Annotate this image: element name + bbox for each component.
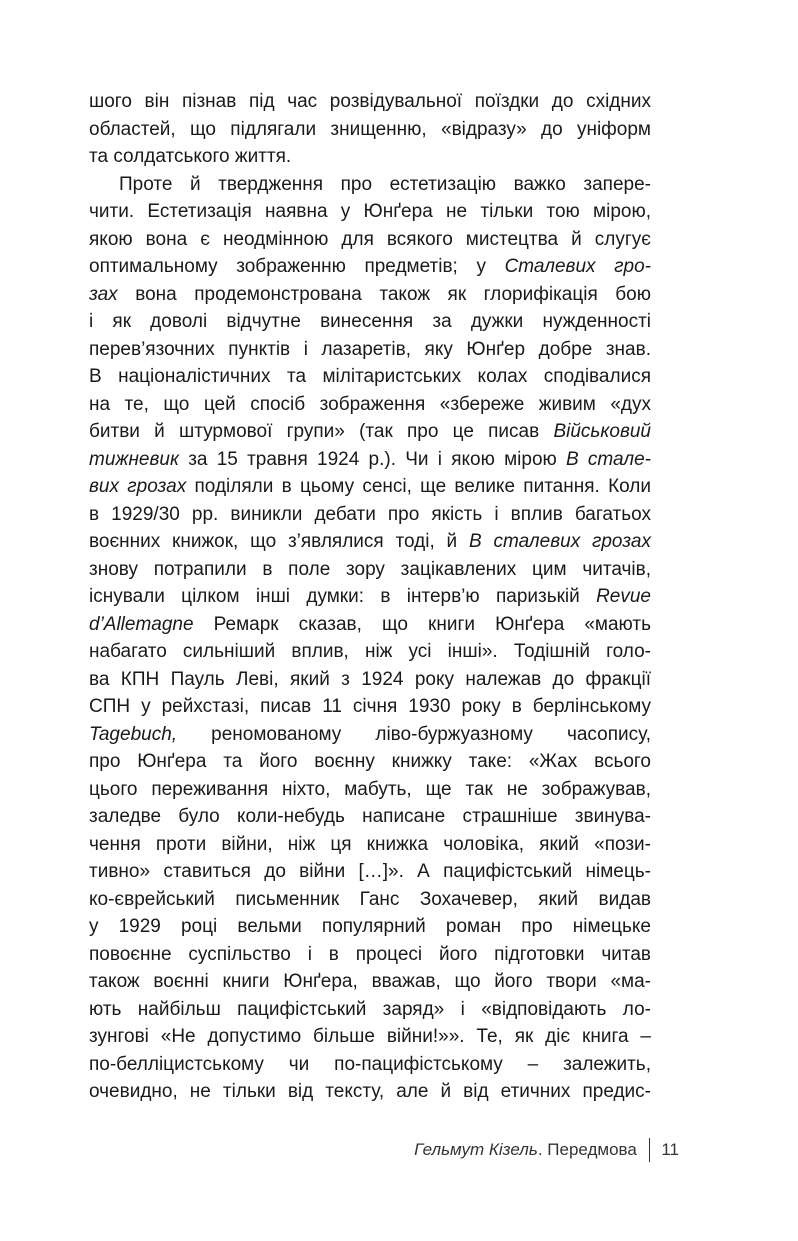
text-line [89, 308, 651, 336]
book-title-italic: В сталевих грозах [468, 531, 651, 552]
text-run: ють найбільш пацифістський заряд» і «відповідають ло- [89, 998, 651, 1020]
text-line [89, 886, 651, 914]
book-title-italic: В стале- [566, 448, 651, 470]
periodical-title-italic: d’Allemagne [89, 613, 194, 635]
periodical-title-italic: Tagebuch, [89, 723, 178, 745]
footer-divider [649, 1138, 651, 1162]
text-run: зунгові «Не допустимо більше війни!»». Те, як діє книга – [89, 1026, 651, 1047]
text-line [89, 88, 651, 116]
text-line [89, 198, 651, 226]
text-run: Ремарк сказав, що книги Юнґера «мають [193, 613, 651, 635]
text-run: за 15 травня 1924 р.). Чи і якою мірою [178, 448, 566, 470]
text-line [89, 1023, 651, 1051]
text-run: по-белліцистському чи по-пацифістському – залежить, [89, 1053, 651, 1075]
paragraph-first-line [89, 171, 651, 199]
periodical-title-italic: тижневик [89, 448, 179, 470]
body-text [89, 88, 651, 1106]
text-run: перев’язочних пунктів і лазаретів, яку Юнґер добре знав. [89, 338, 651, 360]
text-line [89, 446, 651, 474]
text-run: повоєнне суспільство і в процесі його підготовки читав [89, 943, 651, 965]
text-line [89, 336, 651, 364]
text-line [89, 1078, 651, 1106]
text-line [89, 831, 651, 859]
text-run: про Юнґера та його воєнну книжку таке: «Жах всього [89, 751, 651, 772]
text-run: вона продемонстрована також як глорифікація бою [117, 283, 651, 305]
text-run: битви й штурмової групи» (так про це писав [89, 421, 554, 442]
footer-section: . Передмова [537, 1140, 637, 1159]
text-line [89, 226, 651, 254]
text-line [89, 693, 651, 721]
text-line [89, 363, 651, 391]
text-run: В націоналістичних та мілітаристських колах сподівалися [89, 366, 651, 387]
text-run: в 1929/30 рр. виникли дебати про якість і вплив багатьох [89, 503, 651, 525]
text-line [89, 721, 651, 749]
text-line [89, 941, 651, 969]
text-run: ва КПН Пауль Леві, який з 1924 року належав до фракції [89, 668, 651, 690]
footer-author: Гельмут Кізель [414, 1140, 538, 1159]
text-line [89, 666, 651, 694]
text-run: цього переживання ніхто, мабуть, ще так не зображував, [89, 778, 651, 800]
text-line [89, 501, 651, 529]
text-line [89, 803, 651, 831]
text-line [89, 473, 651, 501]
text-run: очевидно, не тільки від тексту, але й від етичних предис- [89, 1081, 651, 1102]
text-line [89, 143, 651, 171]
text-line [89, 116, 651, 144]
text-run: якою вона є неодмінною для всякого мистецтва й слугує [89, 228, 651, 250]
text-run: поділяли в цьому сенсі, ще велике питання. Коли [186, 476, 651, 497]
book-title-italic: Сталевих гро- [504, 256, 651, 277]
book-title-italic: зах [89, 283, 118, 305]
text-run: тивно» ставиться до війни […]». А пацифістський німець- [89, 861, 651, 882]
text-line [89, 611, 651, 639]
text-line [89, 556, 651, 584]
text-run: у 1929 році вельми популярний роман про німецьке [89, 916, 651, 937]
text-run: також воєнні книги Юнґера, вважав, що його твори «ма- [89, 971, 651, 992]
text-line [89, 1051, 651, 1079]
text-line [89, 776, 651, 804]
text-line [89, 528, 651, 556]
text-run: знову потрапили в поле зору зацікавлених цим читачів, [89, 558, 651, 580]
text-run: чити. Естетизація наявна у Юнґера не тільки тою мірою, [89, 201, 651, 222]
text-line [89, 418, 651, 446]
text-run: реномованому ліво-буржуазному часопису, [177, 723, 651, 745]
text-line [89, 913, 651, 941]
text-run: та солдатського життя. [89, 146, 292, 167]
book-title-italic: вих грозах [89, 476, 187, 497]
periodical-title-italic: Військовий [553, 421, 651, 442]
page-number: 11 [661, 1140, 679, 1159]
text-run: і як доволі відчутне винесення за дужки нужденності [89, 311, 651, 332]
text-line [89, 583, 651, 611]
text-line [89, 858, 651, 886]
text-line [89, 638, 651, 666]
periodical-title-italic: Revue [596, 586, 651, 607]
text-line [89, 281, 651, 309]
text-run: чення проти війни, ніж ця книжка чоловіка, який «пози- [89, 833, 651, 855]
text-run: існували цілком інші думки: в інтерв’ю паризькій [89, 586, 597, 607]
text-run: областей, що підлягали знищенню, «відразу» до уніформ [89, 118, 651, 140]
text-run: Проте й твердження про естетизацію важко запере- [119, 173, 651, 195]
running-footer [414, 1138, 679, 1162]
text-line [89, 391, 651, 419]
text-line [89, 748, 651, 776]
text-run: заледве було коли-небудь написане страшніше звинува- [89, 806, 651, 827]
text-run: оптимальному зображенню предметів; у [89, 256, 505, 277]
text-run: СПН у рейхстазі, писав 11 січня 1930 року в берлінському [89, 696, 651, 717]
text-run: шого він пізнав під час розвідувальної поїздки до східних [89, 91, 651, 112]
text-line [89, 968, 651, 996]
text-line [89, 996, 651, 1024]
text-run: на те, що цей спосіб зображення «збереже живим «дух [89, 393, 651, 415]
text-run: ко-єврейський письменник Ганс Зохачевер, який видав [89, 888, 651, 910]
text-line [89, 253, 651, 281]
text-run: набагато сильніший вплив, ніж усі інші». Тодішній голо- [89, 641, 651, 662]
text-run: воєнних книжок, що з’являлися тоді, й [89, 531, 469, 552]
